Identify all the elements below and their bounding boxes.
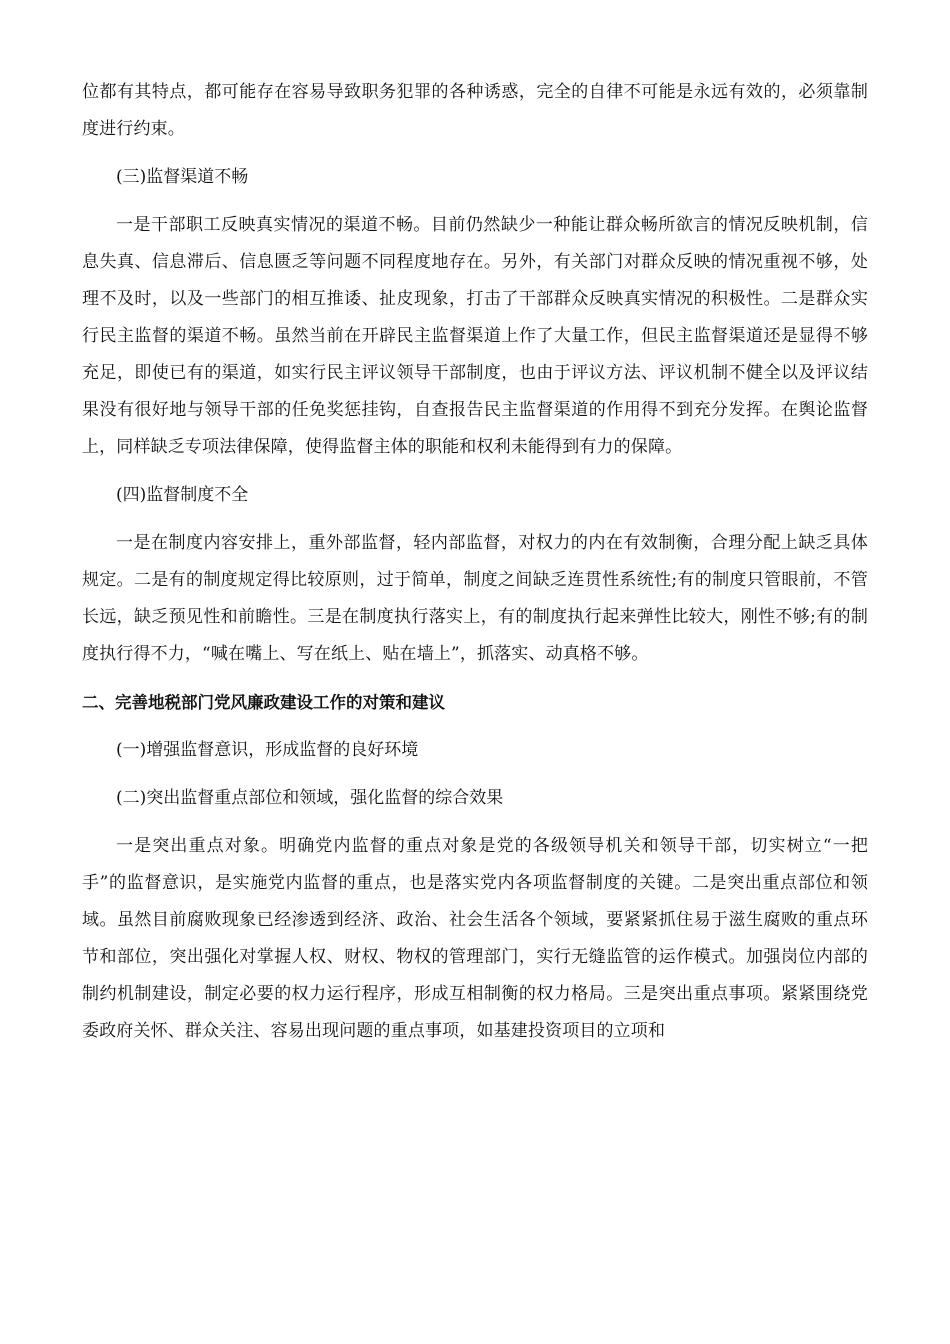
paragraph-system: 一是在制度内容安排上，重外部监督，轻内部监督，对权力的内在有效制衡，合理分配上缺乏具体规定。二是有的制度规定得比较原则，过于简单，制度之间缺乏连贯性系统性;有的制度只管眼前，不管长远，缺乏预见性和前瞻性。三是在制度执行落实上，有的制度执行起来弹性比较大，刚性不够;有的制度执行得不力，“喊在嘴上、写在纸上、贴在墙上”，抓落实、动真格不够。	[82, 533, 868, 664]
paragraph-continuation: 位都有其特点，都可能存在容易导致职务犯罪的各种诱惑，完全的自律不可能是永远有效的，必须靠制度进行约束。	[82, 82, 868, 139]
paragraph-channels: 一是干部职工反映真实情况的渠道不畅。目前仍然缺少一种能让群众畅所欲言的情况反映机制，信息失真、信息滞后、信息匮乏等问题不同程度地存在。另外，有关部门对群众反映的情况重视不够，处理不及时，以及一些部门的相互推诿、扯皮现象，打击了干部群众反映真实情况的积极性。二是群众实行民主监督的渠道不畅。虽然当前在开辟民主监督渠道上作了大量工作，但民主监督渠道还是显得不够充足，即使已有的渠道，如实行民主评议领导干部制度，也由于评议方法、评议机制不健全以及评议结果没有很好地与领导干部的任免奖惩挂钩，自查报告民主监督渠道的作用得不到充分发挥。在舆论监督上，同样缺乏专项法律保障，使得监督主体的职能和权利未能得到有力的保障。	[82, 215, 868, 457]
document-page	[82, 74, 868, 1061]
subheading-supervision-channels: (三)监督渠道不畅	[116, 167, 249, 187]
paragraph-key-areas: 一是突出重点对象。明确党内监督的重点对象是党的各级领导机关和领导干部，切实树立“一把手”的监督意识，是实施党内监督的重点，也是落实党内各项监督制度的关键。二是突出重点部位和领域。虽然目前腐败现象已经渗透到经济、政治、社会生活各个领域，要紧紧抓住易于滋生腐败的重点环节和部位，突出强化对掌握人权、财权、物权的管理部门，实行无缝监管的运作模式。加强岗位内部的制约机制建设，制定必要的权力运行程序，形成互相制衡的权力格局。三是突出重点事项。紧紧围绕党委政府关怀、群众关注、容易出现问题的重点事项，如基建投资项目的立项和	[82, 836, 868, 1041]
subheading-awareness: (一)增强监督意识，形成监督的良好环境	[116, 740, 419, 760]
subheading-supervision-system: (四)监督制度不全	[116, 485, 249, 505]
section-heading-countermeasures: 二、完善地税部门党风廉政建设工作的对策和建议	[82, 693, 445, 712]
subheading-key-areas: (二)突出监督重点部位和领域，强化监督的综合效果	[116, 788, 504, 808]
